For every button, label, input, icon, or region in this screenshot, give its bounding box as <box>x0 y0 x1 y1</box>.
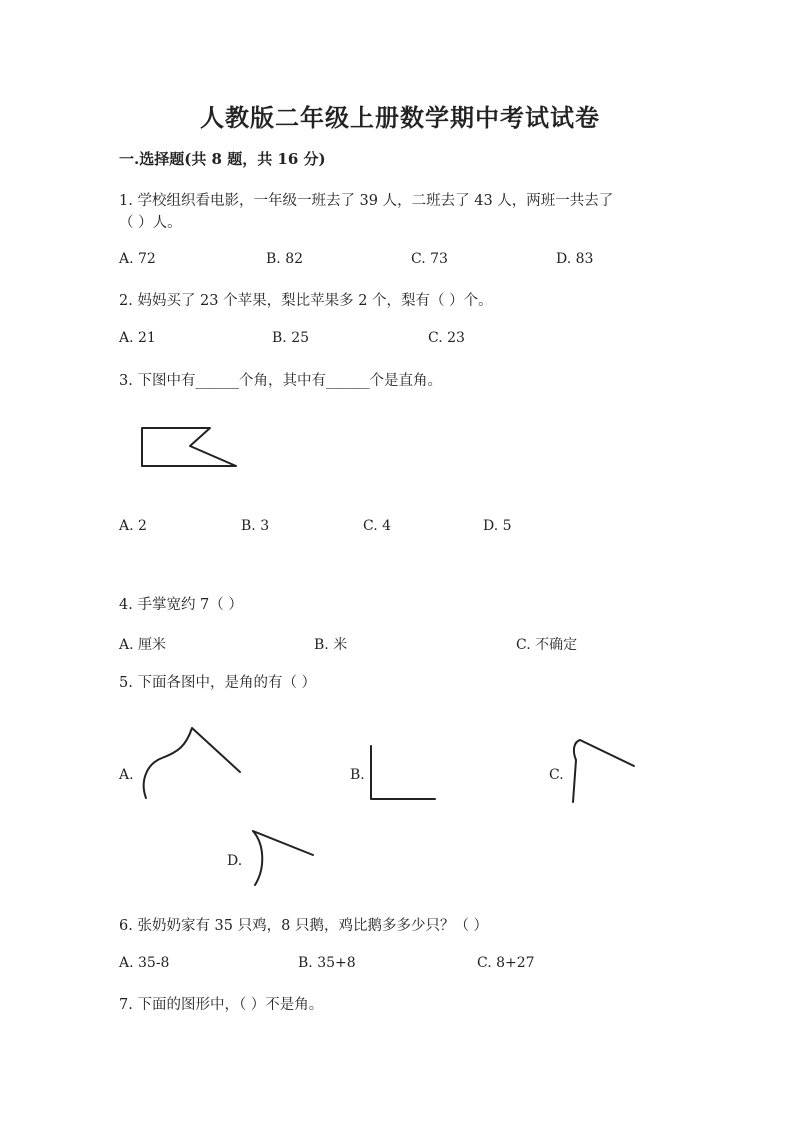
question-1-option-d[interactable]: D. 83 <box>556 251 594 267</box>
question-2-text: 2. 妈妈买了 23 个苹果，梨比苹果多 2 个，梨有（ ）个。 <box>119 293 493 309</box>
question-3-option-c[interactable]: C. 4 <box>363 518 392 534</box>
bent-angle-shape <box>573 740 634 802</box>
question-6-option-c[interactable]: C. 8+27 <box>477 955 535 971</box>
question-2-option-c[interactable]: C. 23 <box>428 330 465 346</box>
question-5-figure-b <box>366 742 440 804</box>
question-3-option-b[interactable]: B. 3 <box>241 518 270 534</box>
curved-side-shape <box>253 831 313 885</box>
curved-non-angle-shape <box>144 728 240 798</box>
question-3-text: 3. 下图中有______个角，其中有______个是直角。 <box>119 373 442 389</box>
question-6-text: 6. 张奶奶家有 35 只鸡，8 只鹅，鸡比鹅多多少只？（ ） <box>119 918 489 934</box>
question-5-option-c[interactable]: C. <box>549 767 564 783</box>
question-4-text: 4. 手掌宽约 7（ ） <box>119 597 243 613</box>
question-2-option-b[interactable]: B. 25 <box>272 330 310 346</box>
question-1-option-b[interactable]: B. 82 <box>266 251 304 267</box>
question-6-option-a[interactable]: A. 35-8 <box>119 955 170 971</box>
question-1-option-c[interactable]: C. 73 <box>411 251 448 267</box>
question-2-option-a[interactable]: A. 21 <box>119 330 156 346</box>
question-3-option-a[interactable]: A. 2 <box>119 518 147 534</box>
question-5-option-d[interactable]: D. <box>227 853 243 869</box>
right-angle-shape <box>371 746 435 799</box>
question-5-text: 5. 下面各图中，是角的有（ ） <box>119 675 317 691</box>
question-1-text-line2: （ ）人。 <box>119 215 182 231</box>
question-5-figure-a <box>138 724 246 804</box>
question-3-option-d[interactable]: D. 5 <box>483 518 512 534</box>
question-3-figure <box>138 424 242 470</box>
question-5-figure-d <box>247 827 319 889</box>
question-4-option-a[interactable]: A. 厘米 <box>119 637 167 653</box>
question-5-option-b[interactable]: B. <box>350 767 365 783</box>
question-1-option-a[interactable]: A. 72 <box>119 251 156 267</box>
question-1-text-line1: 1. 学校组织看电影，一年级一班去了 39 人，二班去了 43 人，两班一共去了 <box>119 193 614 209</box>
section-heading: 一.选择题(共 8 题，共 16 分) <box>119 150 326 168</box>
page-title: 人教版二年级上册数学期中考试试卷 <box>200 103 600 132</box>
question-4-option-c[interactable]: C. 不确定 <box>516 637 578 653</box>
flag-shape <box>142 428 236 466</box>
question-7-text: 7. 下面的图形中，（ ）不是角。 <box>119 997 324 1013</box>
question-5-figure-c <box>566 736 640 806</box>
question-6-option-b[interactable]: B. 35+8 <box>298 955 356 971</box>
question-5-option-a[interactable]: A. <box>119 767 134 783</box>
question-4-option-b[interactable]: B. 米 <box>314 637 348 653</box>
